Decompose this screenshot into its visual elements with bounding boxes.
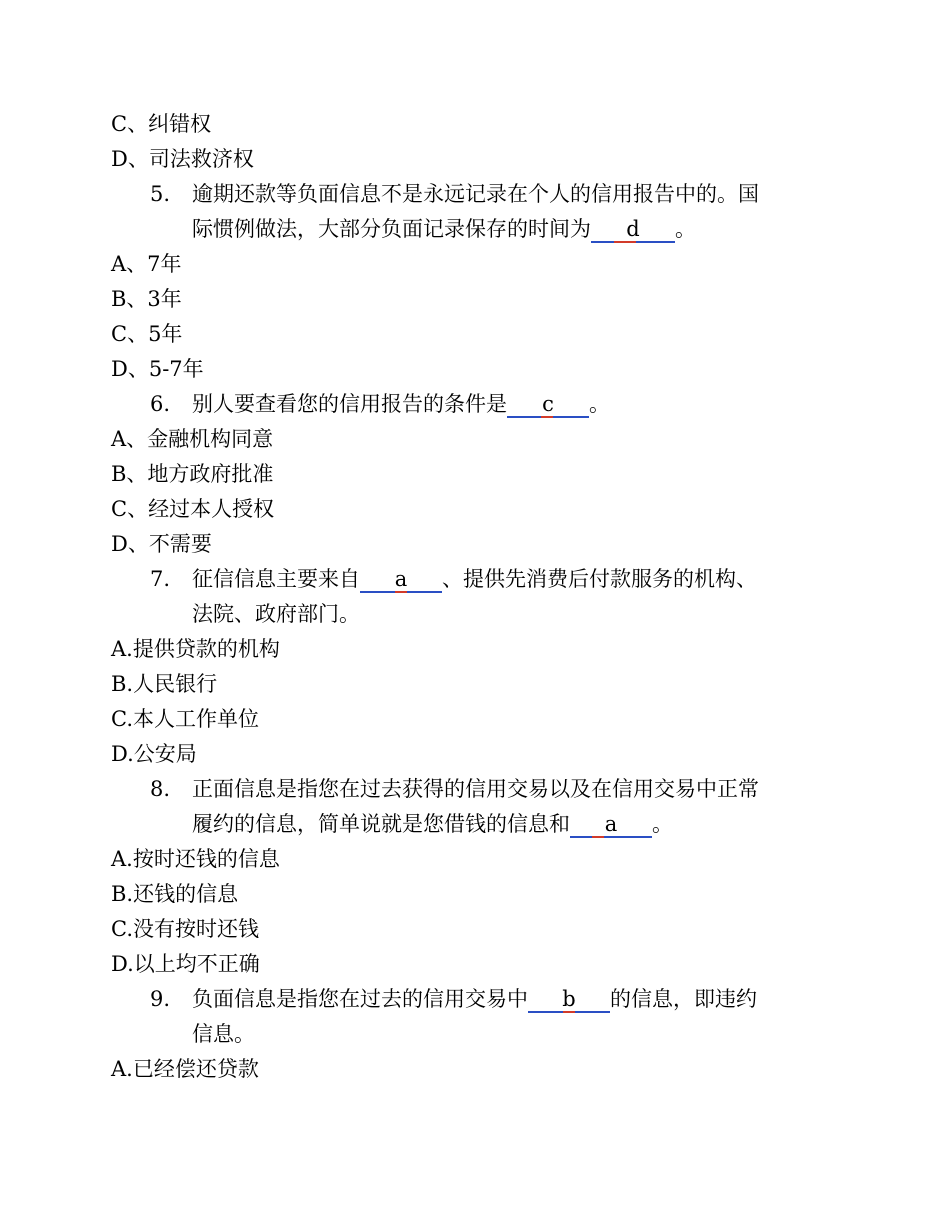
option-a: A.提供贷款的机构: [111, 637, 280, 661]
answer-text: b: [562, 987, 576, 1011]
question-number: 9.: [150, 987, 171, 1011]
option-a: A.按时还钱的信息: [111, 847, 280, 871]
question-text: 。: [652, 812, 673, 836]
option-c-prev: C、纠错权: [111, 112, 212, 136]
answer-text: d: [626, 217, 640, 241]
question-5: [150, 180, 759, 208]
option-c: C、经过本人授权: [111, 497, 275, 521]
option-d: D.公安局: [111, 742, 197, 766]
question-text: 、提供先消费后付款服务的机构、: [442, 567, 757, 591]
question-text: 。: [589, 392, 610, 416]
question-number: 8.: [150, 777, 171, 801]
option-d: D.以上均不正确: [111, 952, 260, 976]
option-a: A.已经偿还贷款: [111, 1057, 259, 1081]
answer-blank: [528, 987, 610, 1013]
option-a: A、金融机构同意: [111, 427, 274, 451]
question-7-line2: 法院、政府部门。: [192, 602, 360, 626]
question-text: 际惯例做法，大部分负面记录保存的时间为: [192, 217, 591, 241]
option-c: C、5年: [111, 322, 183, 346]
option-d: D、5-7年: [111, 357, 204, 381]
option-b: B.还钱的信息: [111, 882, 239, 906]
answer-blank: [360, 567, 442, 593]
question-8: [150, 775, 759, 803]
question-9: [150, 985, 757, 1013]
option-b: B.人民银行: [111, 672, 218, 696]
option-a: A、7年: [111, 252, 182, 276]
question-7: [150, 565, 757, 593]
option-d: D、不需要: [111, 532, 212, 556]
question-text: 逾期还款等负面信息不是永远记录在个人的信用报告中的。国: [192, 182, 759, 206]
question-6: [150, 390, 610, 418]
question-text: 负面信息是指您在过去的信用交易中: [192, 987, 528, 1011]
question-text: 的信息，即违约: [610, 987, 757, 1011]
question-text: 。: [675, 217, 696, 241]
option-c: C.本人工作单位: [111, 707, 259, 731]
question-text: 别人要查看您的信用报告的条件是: [192, 392, 507, 416]
question-number: 6.: [150, 392, 171, 416]
option-b: B、地方政府批准: [111, 462, 274, 486]
answer-blank: [507, 392, 589, 418]
answer-text: a: [604, 812, 618, 836]
question-number: 5.: [150, 182, 171, 206]
option-d-prev: D、司法救济权: [111, 147, 254, 171]
answer-blank: [591, 217, 675, 243]
question-text: 履约的信息，简单说就是您借钱的信息和: [192, 812, 570, 836]
question-text: 正面信息是指您在过去获得的信用交易以及在信用交易中正常: [192, 777, 759, 801]
question-8-line2: [192, 810, 673, 838]
question-text: 征信信息主要来自: [192, 567, 360, 591]
answer-text: a: [394, 567, 408, 591]
option-b: B、3年: [111, 287, 182, 311]
option-c: C.没有按时还钱: [111, 917, 259, 941]
question-number: 7.: [150, 567, 171, 591]
question-5-line2: [192, 215, 696, 243]
answer-blank: [570, 812, 652, 838]
question-9-line2: 信息。: [192, 1022, 255, 1046]
answer-text: c: [542, 392, 554, 416]
